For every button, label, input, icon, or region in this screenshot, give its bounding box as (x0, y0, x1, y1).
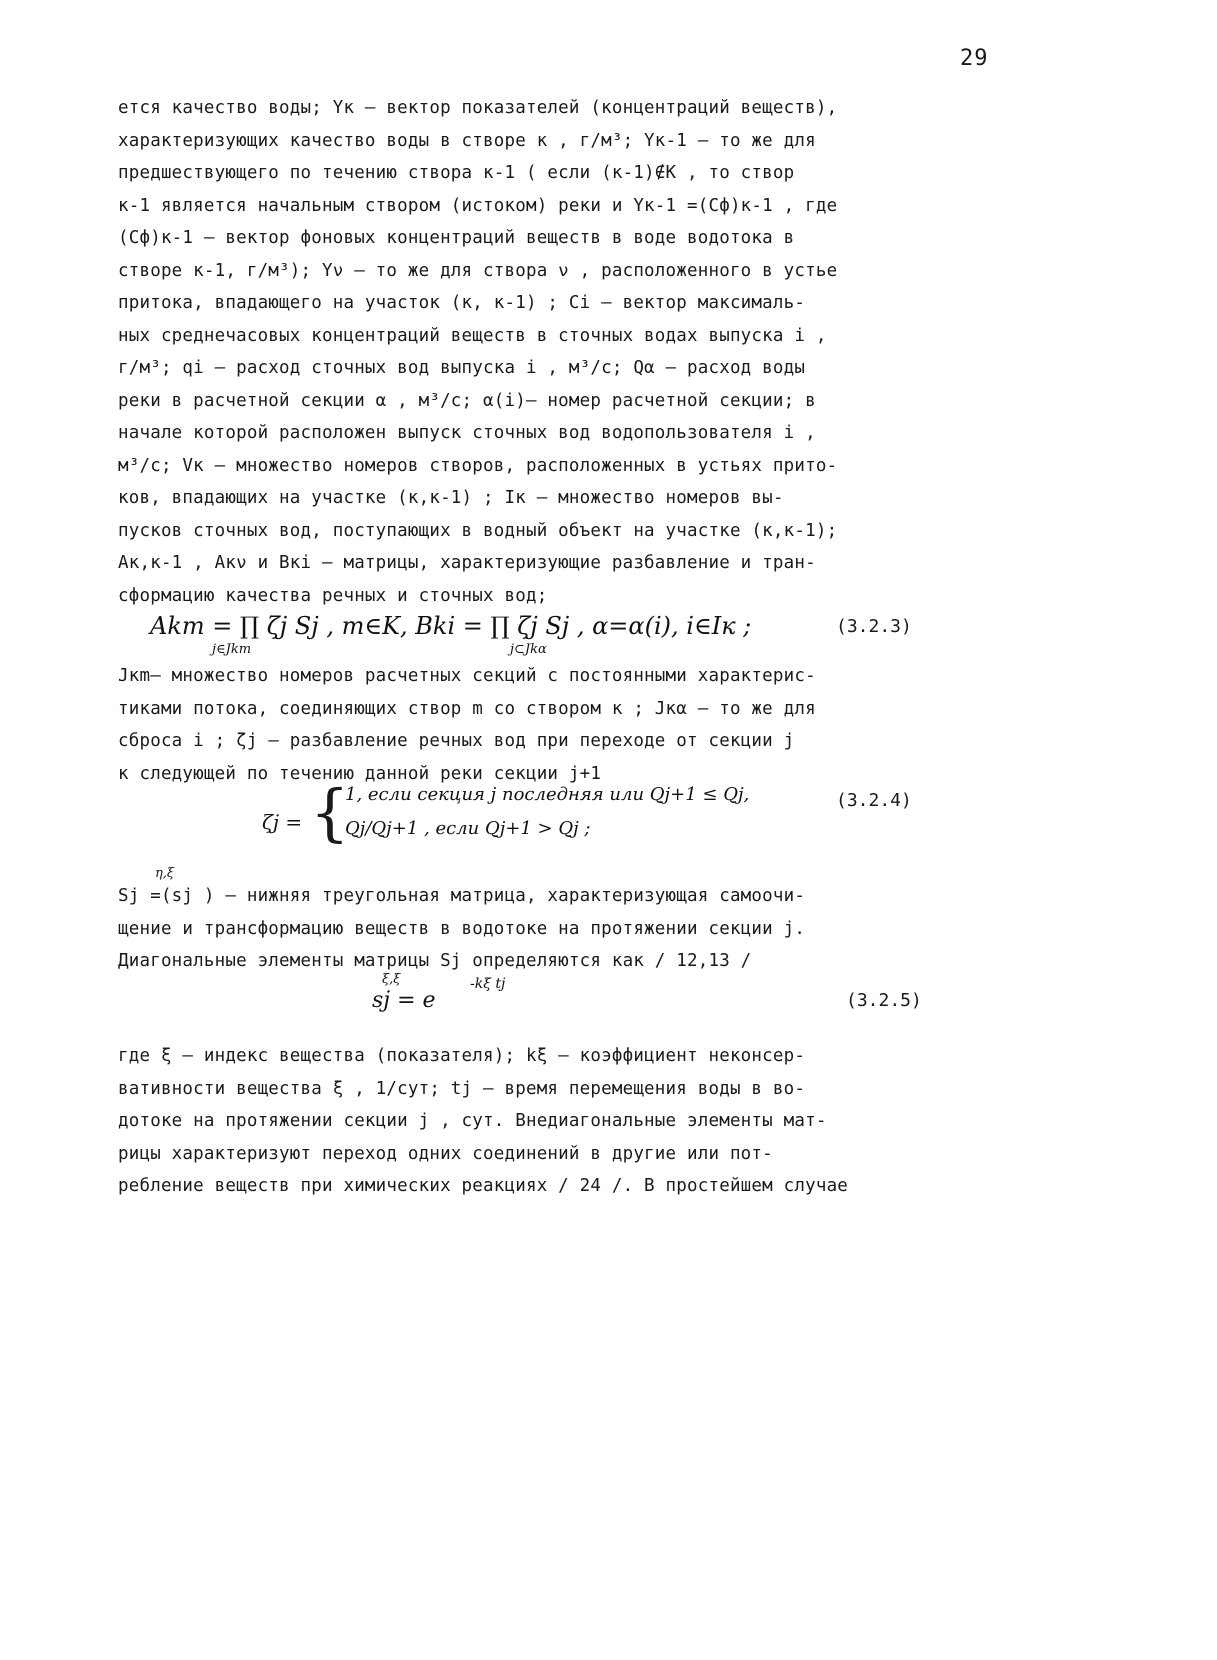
text-line: притока, впадающего на участок (к, к-1) ; Сi – вектор максималь- (118, 293, 806, 313)
paragraph-coefficients (118, 1040, 998, 1203)
text-line: сформацию качества речных и сточных вод; (118, 585, 548, 606)
text-line: вативности вещества ξ , 1/сут; tj – время перемещения воды в во- (118, 1078, 806, 1099)
text-line: где ξ – индекс вещества (показателя); kξ – коэффициент неконсер- (118, 1046, 806, 1066)
text-line: к следующей по течению данной реки секции j+1 (118, 763, 602, 784)
paragraph-sections (118, 660, 998, 790)
text-line: дотоке на протяжении секции j , сут. Внедиагональные элементы мат- (118, 1111, 827, 1131)
formula-3-2-5 (372, 988, 436, 1013)
equation-number-3-2-3: (3.2.3) (836, 616, 912, 637)
page-number: 29 (960, 46, 989, 71)
text-line: Aк,к-1 , Aкν и Bкi – матрицы, характеризующие разбавление и тран- (118, 553, 816, 573)
text-line: ных среднечасовых концентраций веществ в сточных водах выпуска i , (118, 325, 827, 346)
formula-3-2-3-subscript-2: j⊂Jkα (510, 642, 547, 657)
text-line: тиками потока, соединяющих створ m со створом к ; Jкα – то же для (118, 698, 816, 719)
formula-3-2-3-subscript-1: j∈Jkm (212, 642, 252, 657)
text-line: рицы характеризуют переход одних соединений в другие или пот- (118, 1143, 773, 1164)
text-line: к-1 является начальным створом (истоком) реки и Yк-1 =(Сф)к-1 , где (118, 195, 838, 216)
text-line: сброса i ; ζj – разбавление речных вод при переходе от секции j (118, 731, 795, 751)
formula-3-2-5-superscript: ξ,ξ (382, 972, 401, 987)
formula-3-2-4-brace: { (310, 776, 350, 849)
superscript-sj: η,ξ (155, 866, 175, 881)
formula-3-2-4-lhs: ζj = (262, 810, 303, 834)
paragraph-matrix (118, 880, 998, 978)
text-line: пусков сточных вод, поступающих в водный объект на участке (к,к-1); (118, 520, 838, 541)
equation-number-3-2-4: (3.2.4) (836, 790, 912, 811)
paragraph-definitions (118, 92, 998, 612)
text-line: (Сф)к-1 – вектор фоновых концентраций веществ в воде водотока в (118, 228, 795, 248)
text-line: щение и трансформацию веществ в водотоке на протяжении секции j. (118, 918, 806, 939)
text-line: Диагональные элементы матрицы Sj определяются как / 12,13 / (118, 951, 752, 971)
text-line: начале которой расположен выпуск сточных вод водопользователя i , (118, 423, 816, 443)
text-line: створе к-1, г/м³); Yν – то же для створа ν , расположенного в устье (118, 260, 838, 281)
text-line: г/м³; qi – расход сточных вод выпуска i , м³/с; Qα – расход воды (118, 358, 806, 378)
text-line: Sj =(sj ) – нижняя треугольная матрица, характеризующая самоочи- (118, 886, 806, 906)
formula-3-2-4-case-2: Qj/Qj+1 , если Qj+1 > Qj ; (345, 818, 591, 839)
formula-3-2-5-exponent: -kξ tj (470, 976, 506, 992)
text-line: Jкm– множество номеров расчетных секций с постоянными характерис- (118, 666, 816, 686)
text-line: ребление веществ при химических реакциях / 24 /. В простейшем случае (118, 1176, 849, 1196)
formula-3-2-4-case-1: 1, если секция j последняя или Qj+1 ≤ Qj, (345, 784, 750, 805)
formula-3-2-5-body: sj = e (372, 988, 436, 1013)
formula-3-2-3 (150, 612, 751, 640)
equation-number-3-2-5: (3.2.5) (846, 990, 922, 1011)
text-line: предшествующего по течению створа к-1 ( если (к-1)∉K , то створ (118, 163, 795, 183)
text-line: реки в расчетной секции α , м³/с; α(i)– номер расчетной секции; в (118, 390, 816, 411)
formula-3-2-3-body: Akm = ∏ ζj Sj , m∈K, Bki = ∏ ζj Sj , α=α(i), i∈Iк ; (150, 612, 752, 640)
text-line: характеризующих качество воды в створе к , г/м³; Yк-1 – то же для (118, 130, 816, 151)
text-line: ков, впадающих на участке (к,к-1) ; Iк – множество номеров вы- (118, 488, 784, 508)
text-line: ется качество воды; Yк – вектор показателей (концентраций веществ), (118, 98, 838, 118)
text-line: м³/с; Vк – множество номеров створов, расположенных в устьях прито- (118, 455, 838, 476)
